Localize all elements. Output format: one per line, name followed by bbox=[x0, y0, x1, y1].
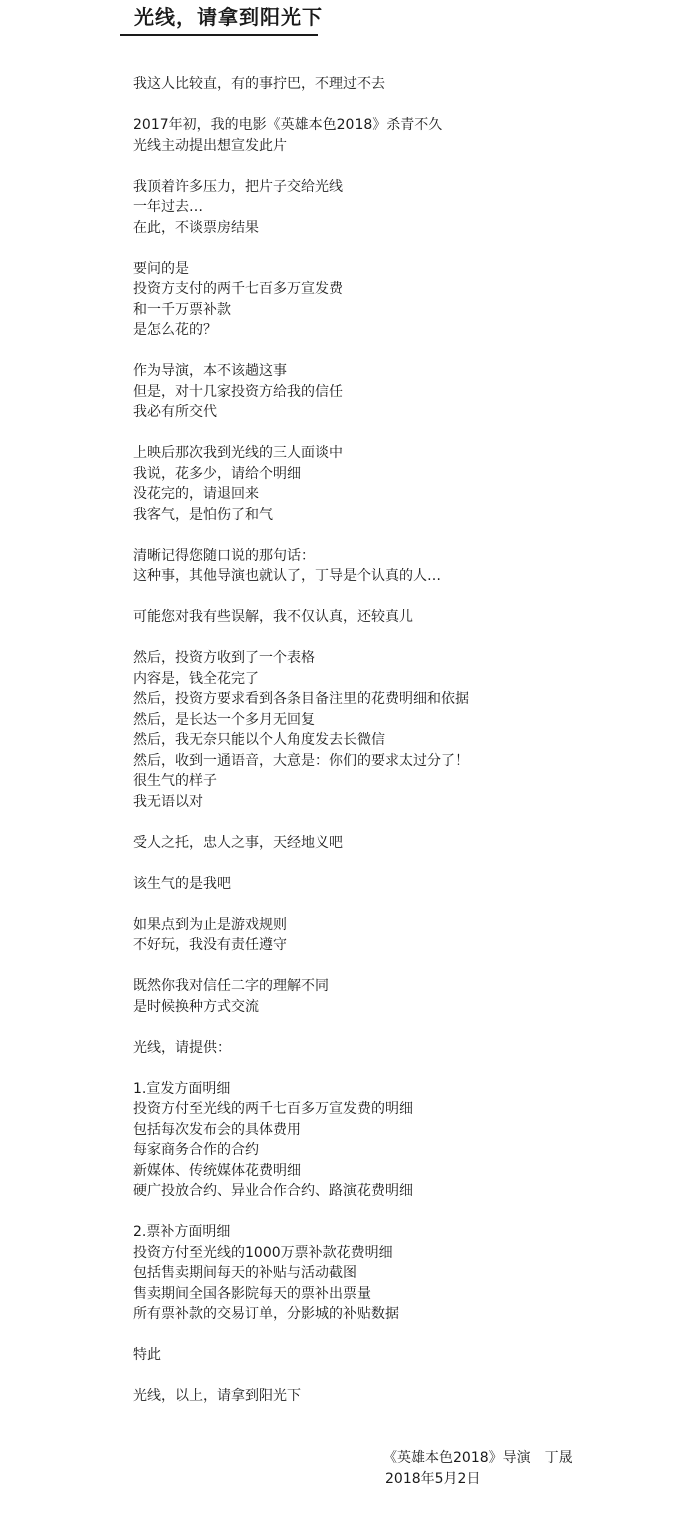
paragraph bbox=[133, 115, 653, 156]
paragraph bbox=[133, 648, 653, 812]
text-line: 投资方支付的两千七百多万宣发费 bbox=[133, 281, 343, 297]
text-line: 不好玩，我没有责任遵守 bbox=[133, 937, 287, 953]
paragraph bbox=[133, 1345, 653, 1366]
text-line: 然后，收到一通语音，大意是：你们的要求太过分了！ bbox=[133, 752, 469, 769]
paragraph bbox=[133, 259, 653, 341]
text-line: 售卖期间全国各影院每天的票补出票量 bbox=[133, 1285, 371, 1302]
text-line: 1.宣发方面明细 bbox=[133, 1080, 231, 1097]
text-line: 是时候换种方式交流 bbox=[133, 998, 259, 1015]
text-line: 2.票补方面明细 bbox=[133, 1224, 231, 1240]
text-line: 投资方付至光线的两千七百多万宣发费的明细 bbox=[133, 1101, 413, 1117]
text-line: 既然你我对信任二字的理解不同 bbox=[133, 978, 329, 994]
text-line: 我说，花多少，请给个明细 bbox=[133, 465, 301, 482]
text-line: 包括每次发布会的具体费用 bbox=[133, 1121, 301, 1138]
text-line: 和一千万票补款 bbox=[133, 301, 231, 318]
text-line: 上映后那次我到光线的三人面谈中 bbox=[133, 445, 343, 461]
text-line: 投资方付至光线的1000万票补款花费明细 bbox=[133, 1244, 393, 1261]
paragraph bbox=[133, 1222, 653, 1325]
text-line: 是怎么花的？ bbox=[133, 322, 217, 338]
paragraph bbox=[133, 833, 653, 854]
title-underline bbox=[120, 34, 318, 36]
text-line: 然后，是长达一个多月无回复 bbox=[133, 711, 315, 728]
paragraph bbox=[133, 74, 653, 95]
paragraph bbox=[133, 1038, 653, 1059]
text-line: 一年过去… bbox=[133, 199, 203, 215]
paragraph bbox=[133, 976, 653, 1017]
paragraph bbox=[133, 915, 653, 956]
text-line: 要问的是 bbox=[133, 260, 189, 277]
text-line: 在此，不谈票房结果 bbox=[133, 219, 259, 236]
signature-block bbox=[383, 1448, 573, 1489]
text-line: 然后，投资方要求看到各条目备注里的花费明细和依据 bbox=[133, 691, 469, 707]
text-line: 没花完的，请退回来 bbox=[133, 486, 259, 502]
text-line: 该生气的是我吧 bbox=[133, 875, 231, 892]
text-line: 光线，请提供： bbox=[133, 1039, 231, 1056]
text-line: 可能您对我有些误解，我不仅认真，还较真儿 bbox=[133, 609, 413, 625]
text-line: 然后，我无奈只能以个人角度发去长微信 bbox=[133, 732, 385, 748]
text-line: 我必有所交代 bbox=[133, 404, 217, 420]
letter-body bbox=[133, 74, 653, 1427]
text-line: 但是，对十几家投资方给我的信任 bbox=[133, 383, 343, 400]
paragraph bbox=[133, 874, 653, 895]
text-line: 所有票补款的交易订单，分影城的补贴数据 bbox=[133, 1306, 399, 1322]
text-line: 包括售卖期间每天的补贴与活动截图 bbox=[133, 1265, 357, 1281]
text-line: 硬广投放合约、异业合作合约、路演花费明细 bbox=[133, 1183, 413, 1199]
text-line: 清晰记得您随口说的那句话： bbox=[133, 547, 315, 564]
text-line: 内容是，钱全花完了 bbox=[133, 670, 259, 687]
paragraph bbox=[133, 1386, 653, 1407]
text-line: 我顶着许多压力，把片子交给光线 bbox=[133, 178, 343, 195]
text-line: 光线主动提出想宣发此片 bbox=[133, 137, 287, 154]
paragraph bbox=[133, 607, 653, 628]
text-line: 很生气的样子 bbox=[133, 773, 217, 789]
paragraph bbox=[133, 361, 653, 423]
text-line: 这种事，其他导演也就认了，丁导是个认真的人… bbox=[133, 568, 441, 584]
text-line: 2017年初，我的电影《英雄本色2018》杀青不久 bbox=[133, 117, 443, 133]
text-line: 新媒体、传统媒体花费明细 bbox=[133, 1162, 301, 1179]
text-line: 特此 bbox=[133, 1347, 161, 1363]
text-line: 每家商务合作的合约 bbox=[133, 1142, 259, 1158]
text-line: 受人之托，忠人之事，天经地义吧 bbox=[133, 834, 343, 851]
signature-date: 2018年5月2日 bbox=[385, 1470, 481, 1487]
text-line: 光线，以上，请拿到阳光下 bbox=[133, 1388, 301, 1404]
paragraph bbox=[133, 443, 653, 525]
paragraph bbox=[133, 177, 653, 239]
title-block bbox=[120, 0, 323, 36]
paragraph bbox=[133, 546, 653, 587]
text-line: 我客气，是怕伤了和气 bbox=[133, 506, 273, 523]
page-title: 光线，请拿到阳光下 bbox=[134, 5, 323, 29]
paragraph bbox=[133, 1079, 653, 1202]
text-line: 我无语以对 bbox=[133, 793, 203, 810]
signature-author: 《英雄本色2018》导演 丁晟 bbox=[383, 1450, 573, 1466]
text-line: 作为导演，本不该趟这事 bbox=[133, 363, 287, 379]
text-line: 然后，投资方收到了一个表格 bbox=[133, 650, 315, 666]
text-line: 我这人比较直，有的事拧巴，不理过不去 bbox=[133, 76, 385, 92]
text-line: 如果点到为止是游戏规则 bbox=[133, 916, 287, 933]
